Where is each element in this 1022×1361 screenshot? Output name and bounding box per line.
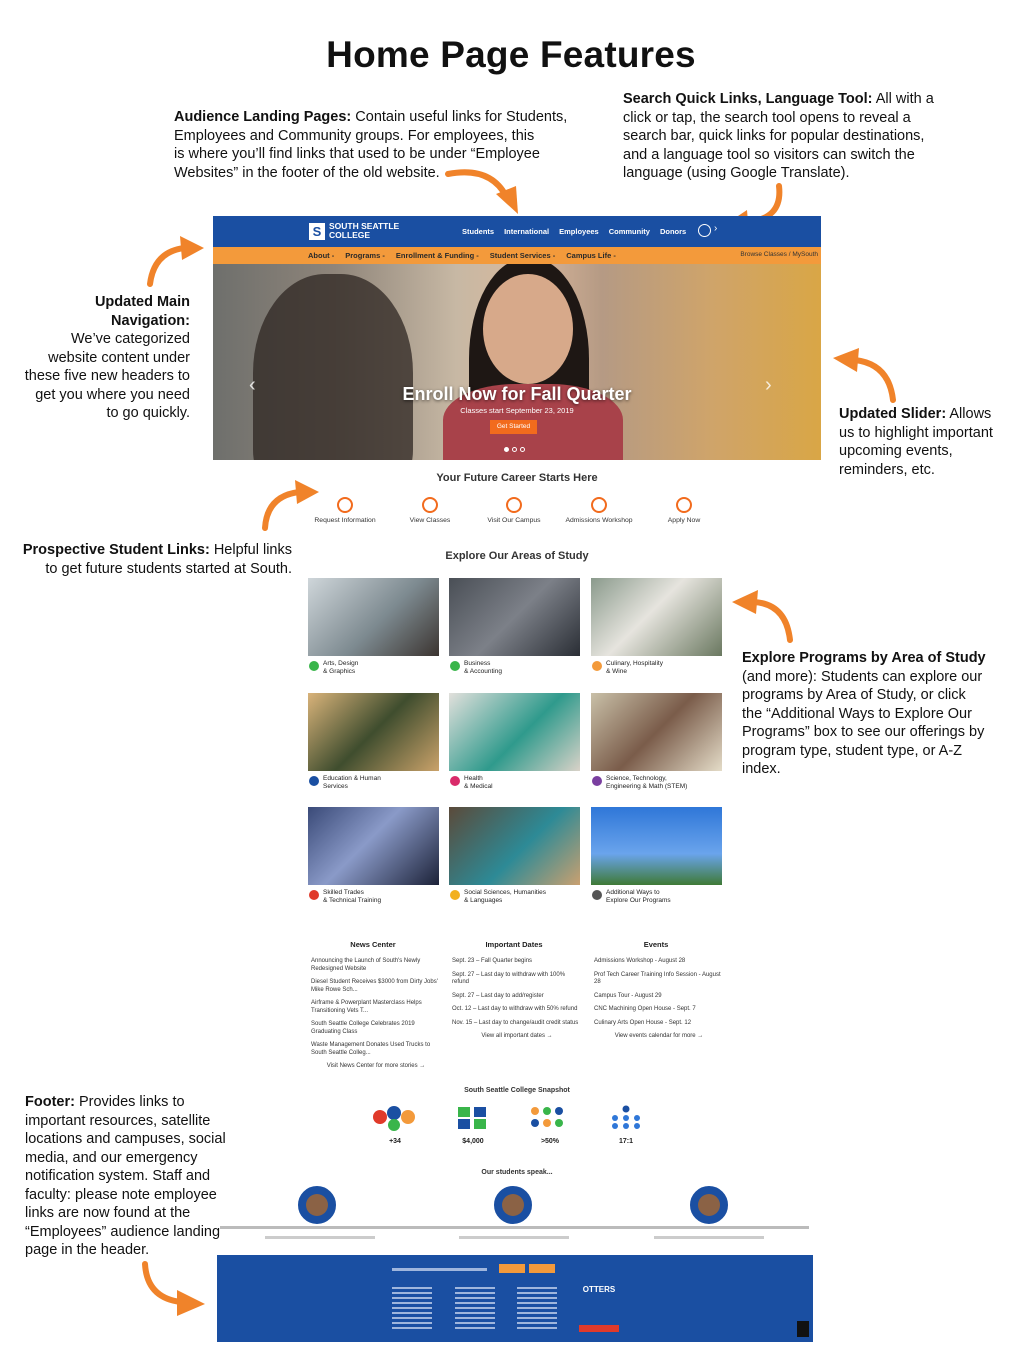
note-explore-heading: Explore Programs by Area of Study — [742, 650, 986, 666]
prospective-link-label: View Classes — [409, 517, 451, 524]
utensils-icon — [592, 661, 602, 671]
area-label — [323, 660, 435, 676]
note-nav-heading: Navigation: — [111, 312, 190, 329]
prospective-link-admissions-workshop[interactable] — [559, 497, 639, 524]
ellipsis-icon — [592, 890, 602, 900]
area-photo — [449, 578, 580, 656]
prospective-link-label: Apply Now — [667, 517, 701, 524]
note-audience-line: Contain useful links for Students, — [355, 109, 568, 125]
note-explore-line: Programs” box to see our offerings by — [742, 724, 985, 740]
hero-subtitle: Classes start September 23, 2019 — [460, 406, 574, 415]
area-label-line: Arts, Design — [323, 660, 359, 667]
chevron-right-icon[interactable]: › — [714, 223, 718, 234]
note-explore-line: (and more): Students can explore our — [742, 668, 983, 685]
note-explore-line: programs by Area of Study, or click — [742, 687, 966, 703]
note-footer-heading: Footer: — [25, 1094, 75, 1110]
note-footer-line: important resources, satellite — [25, 1112, 211, 1129]
area-label-line: & Medical — [464, 783, 493, 790]
area-tile-business[interactable] — [449, 578, 580, 683]
area-tile-health[interactable] — [449, 693, 580, 798]
snapshot-stat — [520, 1105, 580, 1145]
people-icon — [450, 890, 460, 900]
map-pin-icon — [506, 497, 522, 513]
snapshot-stat — [365, 1105, 425, 1145]
event-item[interactable]: Prof Tech Career Training Info Session - August 28 — [594, 971, 721, 985]
classroom-icon — [601, 1105, 651, 1131]
note-prospective-line: Helpful links — [213, 542, 292, 558]
note-footer-line: locations and campuses, social — [25, 1131, 226, 1147]
area-tile-social-sciences[interactable] — [449, 807, 580, 912]
note-footer-line: “Employees” audience landing — [25, 1223, 221, 1240]
note-explore-line: the “Additional Ways to Explore Our — [742, 705, 972, 722]
area-label-line: & Languages — [464, 897, 503, 904]
nav-about[interactable]: About - — [308, 251, 335, 260]
nav-student-services[interactable]: Student Services - — [489, 251, 556, 260]
event-item[interactable]: CNC Machining Open House - Sept. 7 — [594, 1006, 696, 1012]
audience-links — [462, 227, 686, 236]
note-search — [623, 90, 953, 183]
audience-link-donors[interactable]: Donors — [659, 227, 687, 236]
nav-enrollment[interactable]: Enrollment & Funding - — [395, 251, 479, 260]
snapshot-value: >50% — [540, 1138, 560, 1145]
note-nav-line: We’ve categorized — [70, 331, 190, 347]
note-search-line: search bar, quick links for popular destinations, — [623, 128, 925, 144]
avatar — [298, 1186, 336, 1224]
area-tile-culinary[interactable] — [591, 578, 722, 683]
event-item[interactable]: Campus Tour - August 29 — [594, 992, 662, 999]
arrow-circle-icon — [591, 497, 607, 513]
news-item[interactable]: Waste Management Donates Used Trucks to South Seattle Colleg... — [311, 1042, 431, 1056]
news-more-link[interactable]: Visit News Center for more stories → — [326, 1063, 426, 1069]
news-list — [311, 958, 441, 1077]
area-label — [323, 775, 435, 791]
area-label-line: Education & Human — [323, 775, 381, 782]
area-label-line: & Wine — [606, 668, 627, 675]
testimonial-quote — [609, 1226, 809, 1229]
note-search-line: All with a — [875, 91, 934, 107]
note-search-line: click or tap, the search tool opens to reveal a — [623, 109, 911, 126]
chart-icon — [450, 661, 460, 671]
note-footer-line: faculty: please note employee — [25, 1186, 217, 1203]
logo-line: SOUTH SEATTLE — [329, 221, 400, 231]
prospective-link-label: Admissions Workshop — [565, 517, 633, 524]
events-heading: Events — [643, 940, 669, 949]
testimonial-author — [265, 1236, 375, 1239]
note-search-heading: Search Quick Links, Language Tool: — [623, 91, 873, 107]
audience-link-students[interactable]: Students — [462, 227, 495, 236]
events-list — [594, 958, 724, 1047]
avatar — [494, 1186, 532, 1224]
students-icon — [525, 1105, 575, 1131]
logo-line: COLLEGE — [329, 230, 371, 240]
arrow-audience-icon — [440, 160, 530, 220]
slider-dot[interactable] — [504, 447, 509, 452]
note-prospective-heading: Prospective Student Links: — [22, 542, 210, 558]
arrow-slider-icon — [825, 336, 905, 406]
site-footer — [217, 1255, 813, 1342]
site-header-hero — [213, 216, 821, 460]
note-footer-line: page in the header. — [25, 1242, 150, 1258]
note-footer-line: media, and our emergency — [25, 1149, 198, 1166]
area-label — [606, 889, 718, 905]
area-photo — [591, 807, 722, 885]
area-label-line: Explore Our Programs — [606, 897, 671, 904]
career-heading: Your Future Career Starts Here — [436, 472, 598, 484]
area-tile-additional-ways[interactable] — [591, 807, 722, 912]
area-photo — [449, 807, 580, 885]
area-label-line: & Technical Training — [323, 897, 382, 904]
wrench-icon — [309, 890, 319, 900]
dates-more-link[interactable]: View all important dates → — [481, 1033, 553, 1039]
note-nav-line: these five new headers to — [24, 368, 190, 384]
events-more-link[interactable]: View events calendar for more → — [614, 1033, 704, 1039]
area-label-line: Skilled Trades — [323, 889, 364, 896]
note-explore-line: program type, student type, or A-Z — [742, 742, 963, 759]
question-icon — [337, 497, 353, 513]
prospective-link-view-classes[interactable] — [390, 497, 470, 524]
magnifier-icon — [422, 497, 438, 513]
area-label-line: Social Sciences, Humanities — [464, 889, 547, 896]
footer-column — [517, 1287, 557, 1332]
hero-photo-blur — [253, 274, 413, 460]
slider-prev-icon[interactable]: ‹ — [249, 374, 256, 396]
hero-photo-face — [483, 274, 573, 384]
date-item[interactable]: Sept. 23 – Fall Quarter begins — [452, 958, 533, 964]
area-label-line: Business — [464, 660, 491, 667]
note-audience-line: Employees and Community groups. For employees, this — [174, 127, 535, 144]
footer-cta-button[interactable] — [499, 1264, 525, 1273]
money-icon — [448, 1105, 498, 1131]
note-search-line: and a language tool so visitors can switch the — [623, 146, 915, 163]
nav-campus-life[interactable]: Campus Life - — [566, 251, 616, 260]
area-tile-arts[interactable] — [308, 578, 439, 683]
snapshot-stat — [596, 1105, 656, 1145]
testimonial-author — [459, 1236, 569, 1239]
news-item[interactable]: Diesel Student Receives $3000 from Dirty Jobs' Mike Rowe Sch... — [311, 979, 438, 993]
note-footer-line: notification system. Staff and — [25, 1168, 211, 1184]
area-photo — [308, 693, 439, 771]
slider-dot[interactable] — [520, 447, 525, 452]
prospective-link-visit-campus[interactable] — [474, 497, 554, 524]
browse-classes-link[interactable]: Browse Classes / MySouth — [740, 251, 818, 258]
area-photo — [591, 578, 722, 656]
note-slider — [839, 405, 1014, 479]
area-label-line: Engineering & Math (STEM) — [606, 783, 688, 790]
news-item[interactable]: Airframe & Powerplant Masterclass Helps Transitioning Vets T... — [311, 1000, 422, 1014]
area-label — [606, 660, 718, 676]
area-label-line: Health — [464, 775, 483, 782]
note-search-line: language (using Google Translate). — [623, 165, 850, 181]
arrow-footer-icon — [135, 1258, 215, 1324]
date-item[interactable]: Oct. 12 – Last day to withdraw with 50% refund — [452, 1006, 578, 1012]
prospective-link-request-info[interactable] — [305, 497, 385, 524]
news-item[interactable]: Announcing the Launch of South's Newly Redesigned Website — [311, 958, 421, 972]
prospective-link-label: Visit Our Campus — [487, 517, 541, 524]
note-explore — [742, 649, 1012, 779]
otters-logo[interactable]: OTTERS — [582, 1285, 616, 1294]
footer-cta-button[interactable] — [529, 1264, 555, 1273]
avatar — [690, 1186, 728, 1224]
checkmark-icon — [676, 497, 692, 513]
nav-programs[interactable]: Programs - — [345, 251, 385, 260]
note-slider-line: reminders, etc. — [839, 461, 935, 478]
area-label — [464, 660, 576, 676]
slider-dots — [504, 447, 525, 452]
area-label-line: Additional Ways to — [606, 889, 660, 896]
arrow-navigation-icon — [140, 230, 210, 290]
area-photo — [449, 693, 580, 771]
slider-dot[interactable] — [512, 447, 517, 452]
hero-slider — [213, 264, 821, 460]
back-to-top-button[interactable] — [797, 1321, 809, 1337]
audience-link-community[interactable]: Community — [608, 227, 650, 236]
area-tile-stem[interactable] — [591, 693, 722, 798]
note-footer-line: Provides links to — [78, 1094, 185, 1110]
note-footer-line: links are now found at the — [25, 1205, 191, 1221]
audience-bar — [213, 216, 821, 247]
search-icon[interactable] — [698, 224, 711, 237]
note-nav-line: website content under — [48, 349, 190, 366]
event-item[interactable]: Admissions Workshop - August 28 — [594, 958, 686, 964]
slider-next-icon[interactable]: › — [765, 374, 772, 396]
note-audience-heading: Audience Landing Pages: — [174, 109, 352, 125]
note-slider-heading: Updated Slider: — [839, 406, 947, 422]
area-tile-trades[interactable] — [308, 807, 439, 912]
atom-icon — [592, 776, 602, 786]
speech-bubbles-icon — [370, 1105, 420, 1131]
area-label-line: Services — [323, 783, 348, 790]
area-label-line: & Accounting — [464, 668, 502, 675]
note-nav-heading: Updated Main — [94, 294, 190, 310]
students-speak-heading: Our students speak... — [481, 1169, 553, 1176]
note-navigation — [10, 293, 190, 423]
date-item[interactable]: Sept. 27 – Last day to withdraw with 100% refund — [452, 971, 566, 985]
date-item[interactable]: Nov. 15 – Last day to change/audit credit status — [452, 1019, 579, 1026]
snapshot-stat — [443, 1105, 503, 1145]
footer-column — [455, 1287, 495, 1332]
footer-tagline — [392, 1268, 487, 1271]
note-explore-line: index. — [742, 761, 781, 777]
note-slider-line: us to highlight important — [839, 424, 993, 441]
area-photo — [308, 578, 439, 656]
book-icon — [309, 776, 319, 786]
note-slider-line: upcoming events, — [839, 443, 953, 459]
snapshot-heading: South Seattle College Snapshot — [464, 1087, 570, 1094]
testimonial-quote — [220, 1226, 420, 1229]
note-prospective-line: to get future students started at South. — [45, 560, 292, 577]
palette-icon — [309, 661, 319, 671]
dates-heading: Important Dates — [485, 940, 543, 949]
main-navigation — [213, 247, 821, 264]
snapshot-value: $4,000 — [462, 1138, 484, 1145]
arrow-explore-icon — [726, 580, 806, 646]
prospective-link-apply-now[interactable] — [644, 497, 724, 524]
note-nav-line: get you where you need — [35, 386, 190, 403]
college-logo-icon[interactable]: S — [309, 223, 325, 240]
area-label — [606, 775, 718, 791]
news-heading: News Center — [350, 940, 396, 949]
area-label-line: & Graphics — [323, 668, 356, 675]
area-label — [464, 889, 576, 905]
testimonial-quote — [414, 1226, 614, 1229]
prospective-link-label: Request Information — [314, 517, 376, 524]
audience-link-employees[interactable]: Employees — [559, 227, 599, 236]
get-started-button[interactable]: Get Started — [490, 420, 537, 434]
area-tile-education[interactable] — [308, 693, 439, 798]
audience-link-international[interactable]: International — [504, 227, 550, 236]
areas-heading: Explore Our Areas of Study — [445, 550, 589, 562]
footer-column — [392, 1287, 432, 1332]
area-label-line: Culinary, Hospitality — [606, 660, 663, 667]
note-audience-line: Websites” in the footer of the old website. — [174, 164, 440, 181]
hero-title: Enroll Now for Fall Quarter — [402, 384, 632, 404]
area-photo — [591, 693, 722, 771]
area-photo — [308, 807, 439, 885]
note-audience-line: is where you’ll find links that used to be under “Employee — [174, 146, 540, 162]
testimonial-author — [654, 1236, 764, 1239]
area-label-line: Science, Technology, — [606, 775, 667, 782]
page-title: Home Page Features — [326, 34, 696, 75]
dates-list — [452, 958, 582, 1047]
date-item[interactable]: Sept. 27 – Last day to add/register — [452, 992, 544, 999]
note-slider-line: Allows — [949, 406, 992, 422]
note-footer — [25, 1093, 230, 1260]
medical-cross-icon — [450, 776, 460, 786]
snapshot-value: +34 — [389, 1138, 401, 1145]
snapshot-value: 17:1 — [618, 1138, 633, 1145]
emergency-alert-button[interactable] — [579, 1325, 619, 1332]
note-nav-line: to go quickly. — [106, 405, 190, 421]
news-item[interactable]: South Seattle College Celebrates 2019 Graduating Class — [311, 1021, 415, 1035]
area-label — [323, 889, 435, 905]
college-logo-text[interactable] — [329, 222, 419, 240]
event-item[interactable]: Culinary Arts Open House - Sept. 12 — [594, 1019, 692, 1026]
area-label — [464, 775, 576, 791]
